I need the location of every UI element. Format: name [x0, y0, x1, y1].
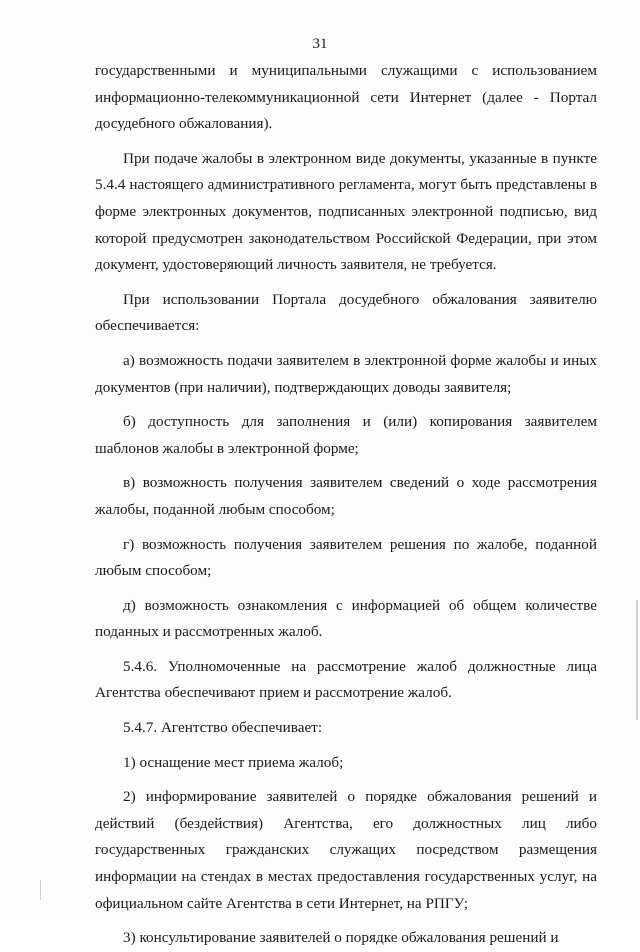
section-5-4-6: 5.4.6. Уполномоченные на рассмотрение жалоб должностные лица Агентства обеспечивают прием и рассмотрение жалоб. [95, 657, 597, 702]
body-text [95, 58, 597, 952]
section-5-4-7: 5.4.7. Агентство обеспечивает: [123, 719, 323, 737]
list-item-3: 3) консультирование заявителей о порядке обжалования решений и [123, 929, 559, 947]
list-item-d: д) возможность ознакомления с информацией об общем количестве поданных и рассмотренных жалоб. [95, 596, 597, 641]
list-item-v: в) возможность получения заявителем сведений о ходе рассмотрения жалобы, поданной любым способом; [95, 474, 597, 518]
page-number: 31 [312, 36, 328, 52]
scan-edge-mark [40, 880, 41, 900]
paragraph: государственными и муниципальными служащими с использованием информационно-телекоммуникационной сети Интернет (далее - Портал досудебного обжалования). [95, 62, 597, 133]
list-item-b: б) доступность для заполнения и (или) копирования заявителем шаблонов жалобы в электронной форме; [95, 413, 597, 457]
list-item-g: г) возможность получения заявителем решения по жалобе, поданной любым способом; [95, 535, 597, 580]
list-item-2: 2) информирование заявителей о порядке обжалования решений и действий (бездействия) Агентства, его должностных лиц либо государственных гражданских служащих посредством размещения информации на стендах в местах предоставления государственных услуг, на официальном сайте Агентства в сети Интернет, на РПГУ; [95, 788, 597, 912]
list-item-1: 1) оснащение мест приема жалоб; [123, 753, 344, 771]
list-item-a: а) возможность подачи заявителем в электронной форме жалобы и иных документов (при наличии), подтверждающих доводы заявителя; [95, 351, 597, 396]
paragraph: При подаче жалобы в электронном виде документы, указанные в пункте 5.4.4 настоящего административного регламента, могут быть представлены в форме электронных документов, подписанных электронной подписью, вид которой предусмотрен законодательством Российской Федерации, при этом документ, удостоверяющий личность заявителя, не требуется. [95, 149, 597, 274]
paragraph: При использовании Портала досудебного обжалования заявителю обеспечивается: [95, 290, 597, 335]
scan-edge-mark [636, 600, 638, 720]
